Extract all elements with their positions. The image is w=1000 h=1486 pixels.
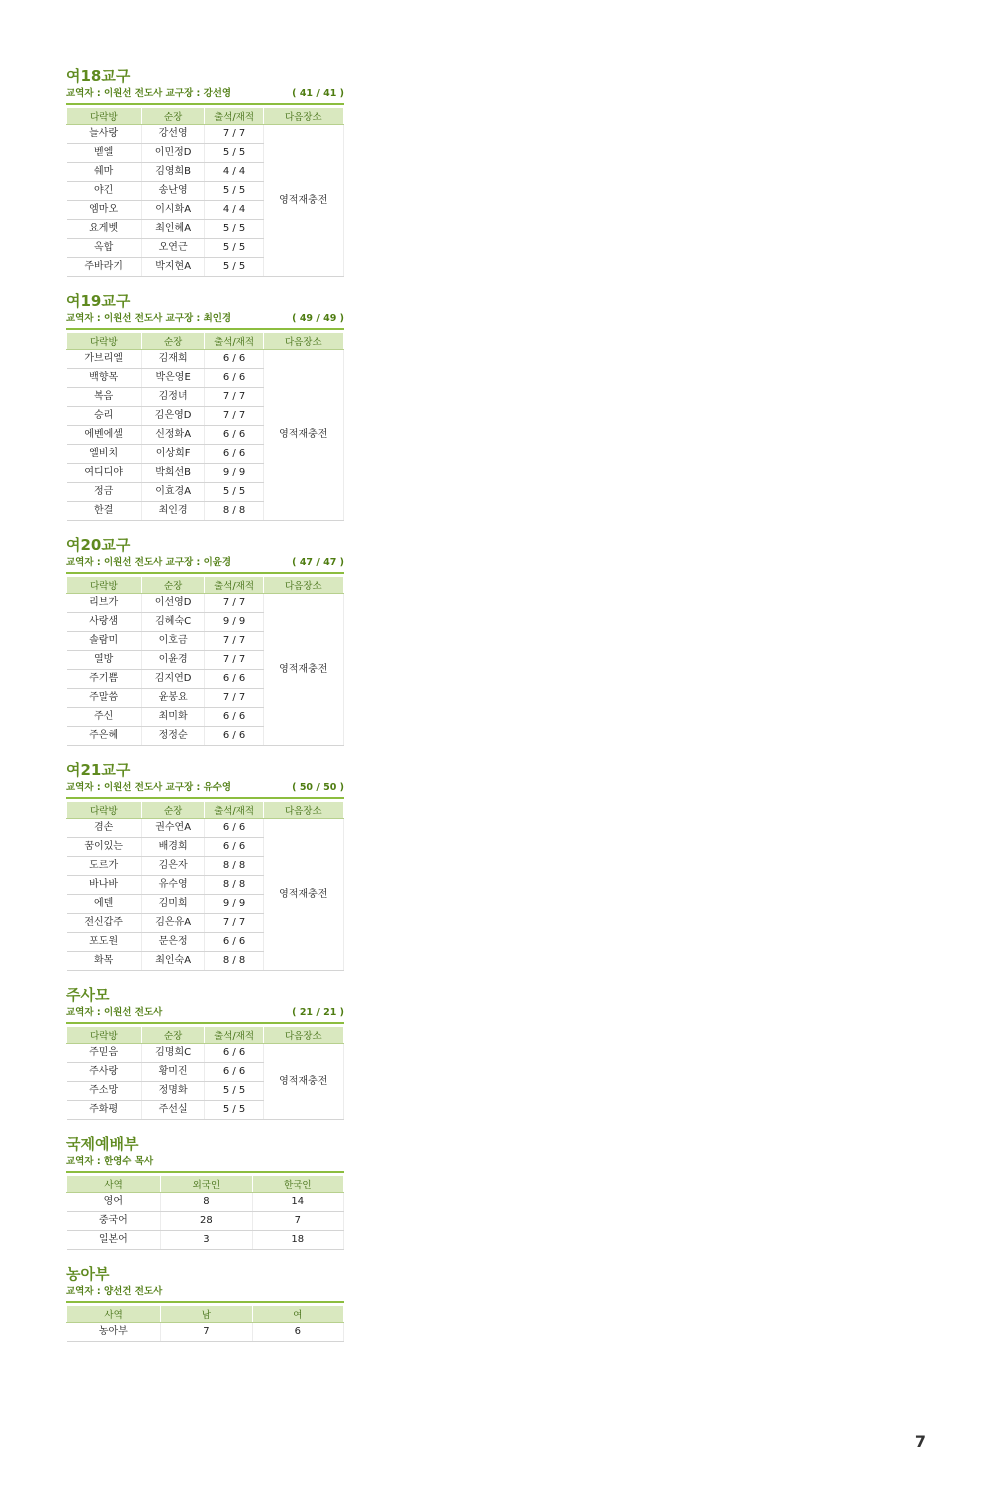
table-cell: 영적재충전 (263, 594, 343, 746)
table-cell: 화목 (67, 952, 142, 971)
table-cell: 8 / 8 (205, 502, 263, 521)
table-header-row (67, 1027, 344, 1044)
section-title: 농아부 (66, 1265, 110, 1283)
table-cell: 김미희 (141, 895, 205, 914)
staff-line: 교역자 : 이원선 전도사 교구장 : 강선영 (66, 88, 232, 99)
table-cell: 농아부 (67, 1323, 161, 1342)
table-header-row (67, 1306, 344, 1323)
table-cell: 정금 (67, 483, 142, 502)
table-cell: 김은자 (141, 857, 205, 876)
table-cell: 늘사랑 (67, 125, 142, 144)
table-cell: 7 / 7 (205, 689, 263, 708)
column-header: 출석/재적 (205, 577, 263, 594)
table-cell: 8 / 8 (205, 857, 263, 876)
column-header: 다락방 (67, 802, 142, 819)
table-cell: 7 (252, 1212, 343, 1231)
table-cell: 에벤에셀 (67, 426, 142, 445)
table-header-row (67, 1176, 344, 1193)
table-cell: 백향목 (67, 369, 142, 388)
table-cell: 6 / 6 (205, 426, 263, 445)
table-cell: 에덴 (67, 895, 142, 914)
table-cell: 중국어 (67, 1212, 161, 1231)
section-subtitle (66, 87, 344, 105)
table-cell: 7 / 7 (205, 632, 263, 651)
section-title: 여19교구 (66, 292, 131, 310)
column-header: 출석/재적 (205, 1027, 263, 1044)
table-cell: 정정순 (141, 727, 205, 746)
table-cell: 송난영 (141, 182, 205, 201)
count-badge: ( 21 / 21 ) (292, 1007, 344, 1018)
page-number: 7 (914, 1432, 926, 1451)
parish-section (66, 291, 344, 521)
table-row (67, 1212, 344, 1231)
table-cell: 박은영E (141, 369, 205, 388)
table-row (67, 594, 344, 613)
staff-line: 교역자 : 양선건 전도사 (66, 1286, 163, 1297)
table-cell: 복음 (67, 388, 142, 407)
table-cell: 5 / 5 (205, 1101, 263, 1120)
table-cell: 쉐마 (67, 163, 142, 182)
table-cell: 7 / 7 (205, 594, 263, 613)
table-cell: 포도원 (67, 933, 142, 952)
table-cell: 영적재충전 (263, 125, 343, 277)
table-cell: 8 / 8 (205, 876, 263, 895)
staff-line: 교역자 : 이원선 전도사 (66, 1007, 163, 1018)
table-cell: 9 / 9 (205, 613, 263, 632)
table-cell: 4 / 4 (205, 201, 263, 220)
table-cell: 전신갑주 (67, 914, 142, 933)
count-badge: ( 49 / 49 ) (292, 313, 344, 324)
table-cell: 9 / 9 (205, 464, 263, 483)
staff-line: 교역자 : 한영수 목사 (66, 1156, 154, 1167)
table-cell: 주선실 (141, 1101, 205, 1120)
table-cell: 7 / 7 (205, 388, 263, 407)
table-cell: 야긴 (67, 182, 142, 201)
table-cell: 벧엘 (67, 144, 142, 163)
column-header: 여 (252, 1306, 343, 1323)
section-subtitle (66, 556, 344, 574)
column-header: 사역 (67, 1176, 161, 1193)
table-header-row (67, 577, 344, 594)
table-cell: 영적재충전 (263, 819, 343, 971)
staff-line: 교역자 : 이원선 전도사 교구장 : 유수영 (66, 782, 232, 793)
table-cell: 김은영D (141, 407, 205, 426)
count-badge: ( 41 / 41 ) (292, 88, 344, 99)
table-row (67, 819, 344, 838)
table-cell: 김은유A (141, 914, 205, 933)
staff-line: 교역자 : 이원선 전도사 교구장 : 최인경 (66, 313, 232, 324)
table-cell: 이시화A (141, 201, 205, 220)
table-cell: 7 / 7 (205, 407, 263, 426)
table-cell: 8 / 8 (205, 952, 263, 971)
column-header: 다음장소 (263, 577, 343, 594)
table-cell: 솔람미 (67, 632, 142, 651)
section-subtitle (66, 312, 344, 330)
table-cell: 최인혜A (141, 220, 205, 239)
column-header: 한국인 (252, 1176, 343, 1193)
table-cell: 3 (161, 1231, 252, 1250)
table-cell: 박지현A (141, 258, 205, 277)
table-header-row (67, 108, 344, 125)
table-cell: 주사랑 (67, 1063, 142, 1082)
table-cell: 14 (252, 1193, 343, 1212)
parish-section (66, 985, 344, 1120)
table-cell: 주화평 (67, 1101, 142, 1120)
table-cell: 최미화 (141, 708, 205, 727)
column-header: 다락방 (67, 333, 142, 350)
table-cell: 배경희 (141, 838, 205, 857)
summary-table (66, 1305, 344, 1342)
count-badge: ( 47 / 47 ) (292, 557, 344, 568)
table-header-row (67, 802, 344, 819)
parish-section (66, 66, 344, 277)
table-cell: 일본어 (67, 1231, 161, 1250)
table-cell: 이상희F (141, 445, 205, 464)
table-cell: 엠마오 (67, 201, 142, 220)
column-header: 다음장소 (263, 802, 343, 819)
column-header: 순장 (141, 108, 205, 125)
table-cell: 이효경A (141, 483, 205, 502)
section-subtitle (66, 781, 344, 799)
section-subtitle (66, 1155, 344, 1173)
deaf-section (66, 1264, 344, 1342)
parish-table (66, 107, 344, 277)
table-cell: 주기쁨 (67, 670, 142, 689)
table-row (67, 1044, 344, 1063)
parish-table (66, 332, 344, 521)
parish-table (66, 1026, 344, 1120)
column-header: 출석/재적 (205, 333, 263, 350)
table-cell: 옥합 (67, 239, 142, 258)
summary-table (66, 1175, 344, 1250)
column-header: 남 (161, 1306, 252, 1323)
table-cell: 7 / 7 (205, 651, 263, 670)
table-cell: 김혜숙C (141, 613, 205, 632)
table-cell: 주믿음 (67, 1044, 142, 1063)
table-cell: 김지연D (141, 670, 205, 689)
table-cell: 8 (161, 1193, 252, 1212)
section-title: 주사모 (66, 986, 110, 1004)
table-cell: 6 / 6 (205, 933, 263, 952)
column-header: 다락방 (67, 1027, 142, 1044)
table-cell: 여디디야 (67, 464, 142, 483)
table-cell: 7 / 7 (205, 125, 263, 144)
table-cell: 6 / 6 (205, 838, 263, 857)
table-header-row (67, 333, 344, 350)
table-cell: 리브가 (67, 594, 142, 613)
table-cell: 5 / 5 (205, 1082, 263, 1101)
column-header: 외국인 (161, 1176, 252, 1193)
table-cell: 6 (252, 1323, 343, 1342)
table-cell: 4 / 4 (205, 163, 263, 182)
table-cell: 이호금 (141, 632, 205, 651)
count-badge: ( 50 / 50 ) (292, 782, 344, 793)
section-title: 여21교구 (66, 761, 131, 779)
column-header: 출석/재적 (205, 108, 263, 125)
table-cell: 6 / 6 (205, 1063, 263, 1082)
table-cell: 영적재충전 (263, 1044, 343, 1120)
column-header: 다락방 (67, 108, 142, 125)
table-cell: 김재희 (141, 350, 205, 369)
section-title: 여18교구 (66, 67, 131, 85)
table-cell: 5 / 5 (205, 239, 263, 258)
column-header: 출석/재적 (205, 802, 263, 819)
parish-table (66, 576, 344, 746)
table-cell: 5 / 5 (205, 220, 263, 239)
table-cell: 권수연A (141, 819, 205, 838)
table-cell: 강선영 (141, 125, 205, 144)
table-cell: 5 / 5 (205, 182, 263, 201)
table-cell: 5 / 5 (205, 258, 263, 277)
table-cell: 사랑샘 (67, 613, 142, 632)
table-cell: 6 / 6 (205, 445, 263, 464)
table-cell: 7 / 7 (205, 914, 263, 933)
column-header: 순장 (141, 802, 205, 819)
international-section (66, 1134, 344, 1250)
staff-line: 교역자 : 이원선 전도사 교구장 : 이윤경 (66, 557, 232, 568)
table-cell: 바나바 (67, 876, 142, 895)
table-row (67, 350, 344, 369)
parish-section (66, 760, 344, 971)
table-cell: 이민정D (141, 144, 205, 163)
table-cell: 오연근 (141, 239, 205, 258)
table-cell: 유수영 (141, 876, 205, 895)
table-cell: 김영희B (141, 163, 205, 182)
table-cell: 6 / 6 (205, 670, 263, 689)
column-1 (66, 66, 344, 1356)
table-cell: 이윤경 (141, 651, 205, 670)
table-cell: 윤봉요 (141, 689, 205, 708)
table-cell: 주말씀 (67, 689, 142, 708)
section-subtitle (66, 1006, 344, 1024)
column-header: 다음장소 (263, 1027, 343, 1044)
table-cell: 열방 (67, 651, 142, 670)
table-cell: 주소망 (67, 1082, 142, 1101)
table-cell: 9 / 9 (205, 895, 263, 914)
table-cell: 6 / 6 (205, 708, 263, 727)
table-cell: 영어 (67, 1193, 161, 1212)
table-cell: 엘비치 (67, 445, 142, 464)
table-cell: 6 / 6 (205, 1044, 263, 1063)
table-cell: 영적재충전 (263, 350, 343, 521)
parish-section (66, 535, 344, 746)
table-row (67, 1323, 344, 1342)
table-cell: 한결 (67, 502, 142, 521)
table-cell: 신정화A (141, 426, 205, 445)
table-cell: 5 / 5 (205, 144, 263, 163)
parish-table (66, 801, 344, 971)
column-header: 사역 (67, 1306, 161, 1323)
table-cell: 18 (252, 1231, 343, 1250)
table-cell: 5 / 5 (205, 483, 263, 502)
column-header: 순장 (141, 1027, 205, 1044)
table-cell: 황미진 (141, 1063, 205, 1082)
table-cell: 6 / 6 (205, 727, 263, 746)
table-cell: 도르가 (67, 857, 142, 876)
table-cell: 6 / 6 (205, 369, 263, 388)
table-cell: 주신 (67, 708, 142, 727)
table-cell: 28 (161, 1212, 252, 1231)
table-row (67, 1231, 344, 1250)
table-cell: 김명희C (141, 1044, 205, 1063)
table-cell: 최인숙A (141, 952, 205, 971)
table-cell: 꿈이있는 (67, 838, 142, 857)
column-header: 다락방 (67, 577, 142, 594)
table-cell: 문은정 (141, 933, 205, 952)
column-header: 다음장소 (263, 333, 343, 350)
table-cell: 요게벳 (67, 220, 142, 239)
section-title: 국제예배부 (66, 1135, 139, 1153)
column-header: 순장 (141, 577, 205, 594)
column-header: 순장 (141, 333, 205, 350)
table-cell: 6 / 6 (205, 819, 263, 838)
table-cell: 이선영D (141, 594, 205, 613)
section-subtitle (66, 1285, 344, 1303)
column-header: 다음장소 (263, 108, 343, 125)
table-cell: 겸손 (67, 819, 142, 838)
table-cell: 김정녀 (141, 388, 205, 407)
table-cell: 6 / 6 (205, 350, 263, 369)
table-cell: 주바라기 (67, 258, 142, 277)
table-row (67, 1193, 344, 1212)
table-cell: 가브리엘 (67, 350, 142, 369)
table-cell: 최인경 (141, 502, 205, 521)
table-cell: 정명화 (141, 1082, 205, 1101)
table-row (67, 125, 344, 144)
table-cell: 승리 (67, 407, 142, 426)
table-cell: 7 (161, 1323, 252, 1342)
section-title: 여20교구 (66, 536, 131, 554)
table-cell: 주은혜 (67, 727, 142, 746)
table-cell: 박희선B (141, 464, 205, 483)
